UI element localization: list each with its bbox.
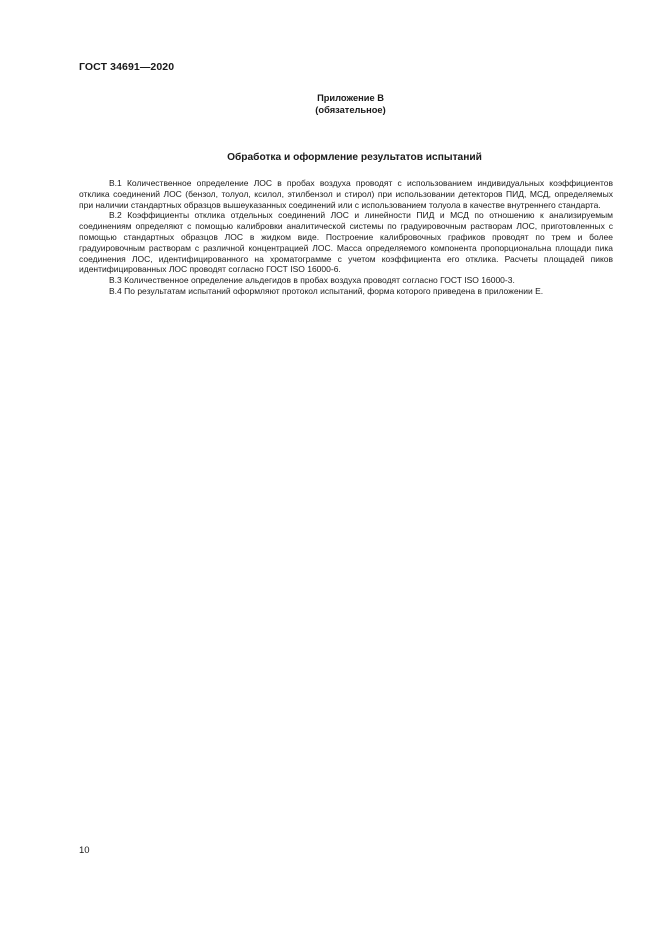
paragraph-b2: В.2 Коэффициенты отклика отдельных соединений ЛОС и линейности ПИД и МСД по отношению к анализируемым соединениям определяют с помощью калибровки аналитической системы по градуировочным растворам ЛОС, приготовленных с помощью стандартных образцов ЛОС в жидком виде. Построение калибровочных графиков проводят по трем и более градуировочным растворам с различной концентрацией ЛОС. Масса определяемого компонента пропорциональна площади пика соединения ЛОС, идентифицированного на хроматограмме с учетом коэффициента его отклика. Расчеты площадей пиков идентифицированных ЛОС проводят согласно ГОСТ ISO 16000-6. <box>79 210 613 275</box>
appendix-heading <box>0 92 661 116</box>
paragraph-b3: В.3 Количественное определение альдегидов в пробах воздуха проводят согласно ГОСТ ISO 16000-3. <box>109 275 515 286</box>
standard-id: ГОСТ 34691—2020 <box>79 61 175 73</box>
body-text <box>79 178 613 297</box>
appendix-title: Приложение В <box>317 93 384 103</box>
appendix-status: (обязательное) <box>315 105 386 115</box>
paragraph-b4: В.4 По результатам испытаний оформляют протокол испытаний, форма которого приведена в приложении Е. <box>109 285 544 296</box>
section-title: Обработка и оформление результатов испытаний <box>227 152 482 163</box>
page-number: 10 <box>79 845 90 856</box>
paragraph-b1: В.1 Количественное определение ЛОС в пробах воздуха проводят с использованием индивидуальных коэффициентов отклика соединений ЛОС (бензол, толуол, ксилол, этилбензол и стирол) при использовании детекторов ПИД, МСД, определяемых при наличии стандартных образцов вышеуказанных соединений или с использованием толуола в качестве внутреннего стандарта. <box>79 178 613 210</box>
